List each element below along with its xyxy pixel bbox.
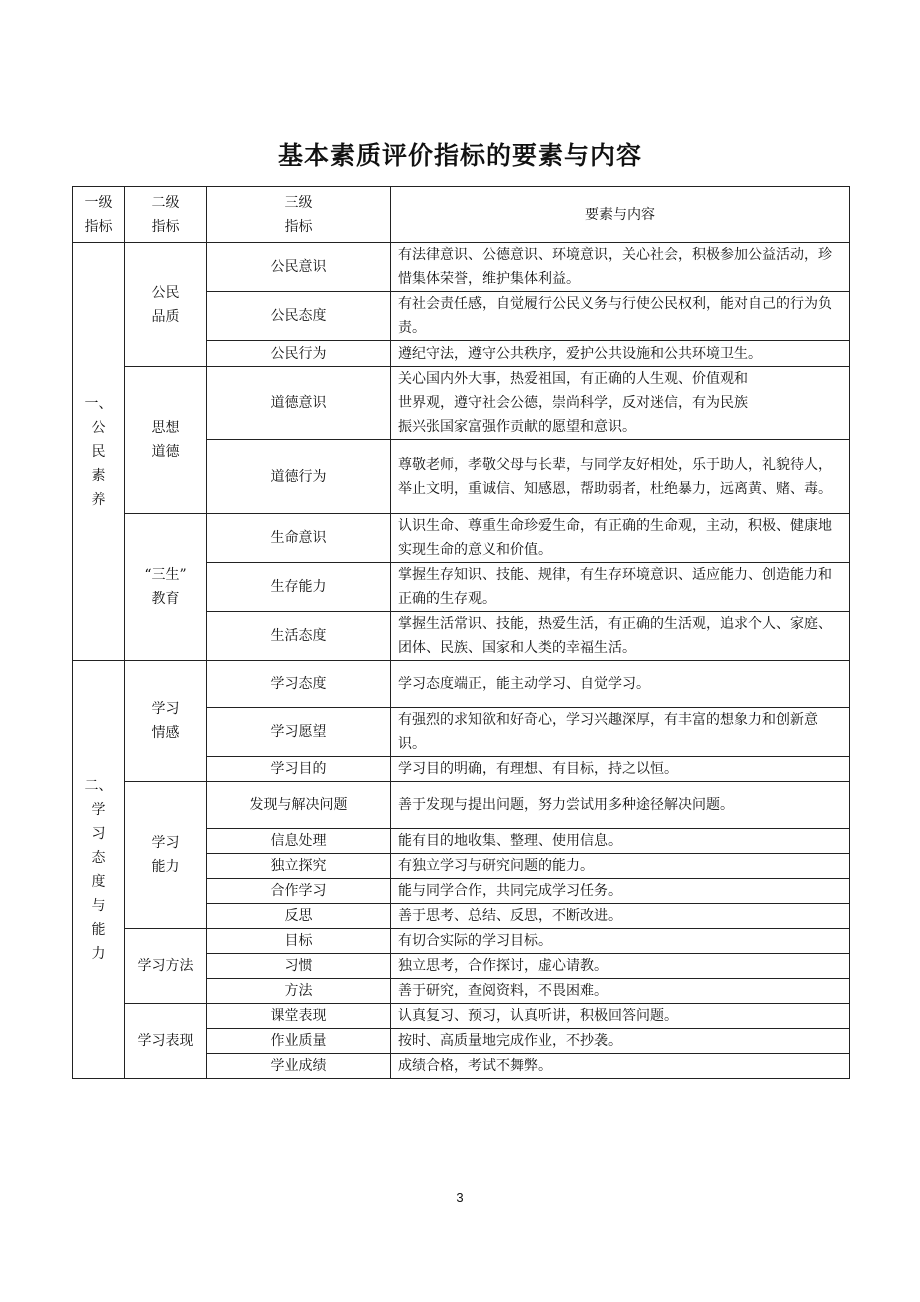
level3-content: 有法律意识、公德意识、环境意识，关心社会，积极参加公益活动，珍惜集体荣誉，维护集体利益。 <box>391 243 850 292</box>
group-label: 思想 道德 <box>125 367 207 514</box>
table-row <box>73 661 850 708</box>
table-row <box>73 1004 850 1029</box>
table-header-row <box>73 187 850 243</box>
level3-name: 公民意识 <box>207 243 391 292</box>
level3-name: 目标 <box>207 929 391 954</box>
level3-name: 方法 <box>207 979 391 1004</box>
page-title: 基本素质评价指标的要素与内容 <box>277 141 642 170</box>
group-label: “三生” 教育 <box>125 514 207 661</box>
table-row <box>73 243 850 292</box>
level3-content: 掌握生活常识、技能，热爱生活，有正确的生活观，追求个人、家庭、团体、民族、国家和人类的幸福生活。 <box>391 612 850 661</box>
level3-name: 反思 <box>207 904 391 929</box>
level3-name: 课堂表现 <box>207 1004 391 1029</box>
header-content: 要素与内容 <box>391 187 850 243</box>
page-number: 3 <box>456 1190 464 1205</box>
level3-content: 按时、高质量地完成作业，不抄袭。 <box>391 1029 850 1054</box>
table-row <box>73 514 850 563</box>
level3-content: 有社会责任感，自觉履行公民义务与行使公民权利，能对自己的行为负责。 <box>391 292 850 341</box>
level3-content: 善于研究，查阅资料，不畏困难。 <box>391 979 850 1004</box>
level3-content: 有强烈的求知欲和好奇心，学习兴趣深厚，有丰富的想象力和创新意识。 <box>391 708 850 757</box>
level3-name: 学习愿望 <box>207 708 391 757</box>
level3-name: 合作学习 <box>207 879 391 904</box>
group-label: 学习方法 <box>125 929 207 1004</box>
level3-content: 有切合实际的学习目标。 <box>391 929 850 954</box>
level3-name: 习惯 <box>207 954 391 979</box>
level3-content: 能有目的地收集、整理、使用信息。 <box>391 829 850 854</box>
level3-name: 公民行为 <box>207 341 391 367</box>
group-label: 公民 品质 <box>125 243 207 367</box>
level3-name: 学业成绩 <box>207 1054 391 1079</box>
level3-name: 独立探究 <box>207 854 391 879</box>
level3-name: 生存能力 <box>207 563 391 612</box>
level3-name: 生命意识 <box>207 514 391 563</box>
level3-name: 道德意识 <box>207 367 391 440</box>
group-label: 学习 能力 <box>125 782 207 929</box>
level3-content: 遵纪守法，遵守公共秩序，爱护公共设施和公共环境卫生。 <box>391 341 850 367</box>
level3-content: 关心国内外大事，热爱祖国，有正确的人生观、价值观和 世界观，遵守社会公德，崇尚科学，反对迷信，有为民族 振兴张国家富强作贡献的愿望和意识。 <box>391 367 850 440</box>
group-label: 学习 情感 <box>125 661 207 782</box>
level3-name: 信息处理 <box>207 829 391 854</box>
level3-content: 掌握生存知识、技能、规律，有生存环境意识、适应能力、创造能力和正确的生存观。 <box>391 563 850 612</box>
level3-content: 善于发现与提出问题，努力尝试用多种途径解决问题。 <box>391 782 850 829</box>
table-row <box>73 367 850 440</box>
level3-content: 学习目的明确，有理想、有目标，持之以恒。 <box>391 757 850 782</box>
level3-name: 学习目的 <box>207 757 391 782</box>
table-row <box>73 929 850 954</box>
level3-content: 尊敬老师，孝敬父母与长辈，与同学友好相处，乐于助人，礼貌待人，举止文明，重诚信、知感恩，帮助弱者，杜绝暴力，远离黄、赌、毒。 <box>391 440 850 514</box>
level3-content: 认真复习、预习，认真听讲，积极回答问题。 <box>391 1004 850 1029</box>
level3-content: 认识生命、尊重生命珍爱生命，有正确的生命观，主动，积极、健康地实现生命的意义和价值。 <box>391 514 850 563</box>
level3-content: 学习态度端正，能主动学习、自觉学习。 <box>391 661 850 708</box>
group-label: 学习表现 <box>125 1004 207 1079</box>
level3-name: 道德行为 <box>207 440 391 514</box>
level3-name: 学习态度 <box>207 661 391 708</box>
level3-content: 独立思考，合作探讨，虚心请教。 <box>391 954 850 979</box>
level3-content: 善于思考、总结、反思，不断改进。 <box>391 904 850 929</box>
level3-name: 作业质量 <box>207 1029 391 1054</box>
section1-label: 一、 公 民 素 养 <box>73 243 125 661</box>
level3-content: 有独立学习与研究问题的能力。 <box>391 854 850 879</box>
level3-name: 公民态度 <box>207 292 391 341</box>
evaluation-table <box>72 186 850 1079</box>
header-level2: 二级 指标 <box>125 187 207 243</box>
header-level1: 一级 指标 <box>73 187 125 243</box>
level3-content: 成绩合格，考试不舞弊。 <box>391 1054 850 1079</box>
section2-label: 二、 学 习 态 度 与 能 力 <box>73 661 125 1079</box>
table-row <box>73 782 850 829</box>
level3-name: 发现与解决问题 <box>207 782 391 829</box>
header-level3: 三级 指标 <box>207 187 391 243</box>
level3-name: 生活态度 <box>207 612 391 661</box>
level3-content: 能与同学合作，共同完成学习任务。 <box>391 879 850 904</box>
